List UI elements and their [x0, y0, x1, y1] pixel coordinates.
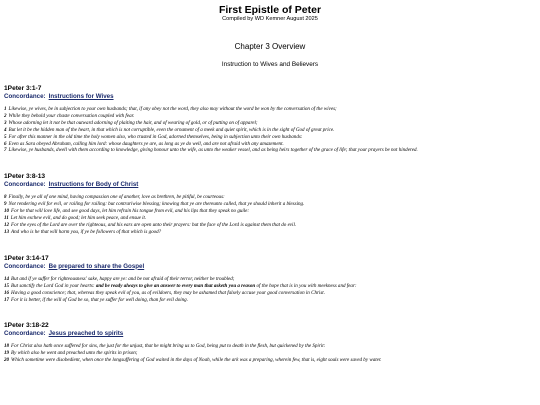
verse-number: 2: [4, 112, 7, 119]
concordance-label: Concordance:: [4, 93, 46, 100]
document-title: First Epistle of Peter: [218, 4, 322, 16]
verse-number: 15: [4, 282, 10, 289]
passage-section: [4, 173, 536, 235]
verse: [4, 297, 536, 304]
verse-text: While they behold your chaste conversation coupled with fear.: [8, 112, 135, 119]
verse-number: 14: [4, 275, 10, 282]
verse: [4, 134, 536, 141]
passage-section: [4, 322, 536, 364]
verse-emphasis: and be ready always to give an answer to every man that asketh you a reason: [95, 282, 256, 289]
verse-text: Whose adorning let it not be that outward adorning of plaiting the hair, and of wearing of gold, or of putting on of apparel;: [8, 119, 258, 126]
chapter-intro: Instruction to Wives and Believers: [221, 61, 319, 68]
verse-text: Even as Sara obeyed Abraham, calling him lord: whose daughters ye are, as long as ye do well, and are not afraid with any amazement.: [8, 140, 284, 147]
verse-text: Likewise, ye husbands, dwell with them according to knowledge, giving honour unto the wife, as unto the weaker vessel, and as being heirs together of the grace of life; that your prayers be not hindered.: [8, 147, 418, 154]
verse-number: 13: [4, 228, 10, 235]
concordance-link[interactable]: Be prepared to share the Gospel: [48, 262, 145, 270]
concordance-label: Concordance:: [4, 262, 46, 270]
verse-text: And who is he that will harm you, if ye be followers of that which is good?: [11, 228, 162, 235]
passage-reference: 1Peter 3:14-17: [4, 254, 49, 262]
verse-number: 19: [4, 350, 10, 357]
verse-number: 3: [4, 119, 7, 126]
verse: [4, 290, 536, 297]
verse-number: 16: [4, 289, 10, 296]
verse-number: 8: [4, 194, 7, 201]
verse: [4, 106, 536, 113]
verse: [4, 147, 536, 154]
verse-number: 5: [4, 133, 7, 140]
verse-text: Finally, be ye all of one mind, having compassion one of another, love as brethren, be pitiful, be courteous:: [8, 194, 225, 201]
concordance-line: [4, 263, 536, 270]
verse-number: 4: [4, 126, 7, 133]
verse-number: 12: [4, 221, 10, 228]
verse-text: But sanctify the Lord God in your hearts:: [11, 282, 96, 289]
concordance-link[interactable]: Instructions for Body of Christ: [48, 181, 139, 189]
document-subtitle: Compiled by WD Kemner August 2025: [222, 16, 318, 22]
verse-number: 11: [4, 215, 9, 222]
verse: [4, 276, 536, 283]
verse: [4, 357, 536, 364]
verse-text: By which also he went and preached unto the spirits in prison;: [11, 350, 138, 357]
verse-list: [4, 343, 536, 364]
concordance-line: [4, 93, 536, 100]
verse-number: 9: [4, 201, 7, 208]
verse: [4, 120, 536, 127]
verse-number: 7: [4, 147, 7, 154]
verse-text: Having a good conscience; that, whereas they speak evil of you, as of evildoers, they may be ashamed that falsely accuse your good conversation in Christ.: [11, 289, 325, 296]
verse: [4, 208, 536, 215]
verse: [4, 215, 536, 222]
verse-number: 20: [4, 357, 10, 364]
verse: [4, 113, 536, 120]
passage-reference: 1Peter 3:8-13: [4, 173, 46, 181]
verse-number: 18: [4, 343, 10, 350]
concordance-line: [4, 330, 536, 337]
verse-text: Let him eschew evil, and do good; let him seek peace, and ensue it.: [10, 215, 147, 222]
verse-number: 17: [4, 296, 10, 303]
verse-text: For the eyes of the Lord are over the righteous, and his ears are open unto their prayers: but the face of the Lord is against them that do evil.: [11, 221, 297, 228]
verse-text: Which sometime were disobedient, when once the longsuffering of God waited in the days of Noah, while the ark was a preparing, wherein few, that is, eight souls were saved by water.: [11, 357, 382, 364]
concordance-line: [4, 181, 536, 188]
verse-text: of the hope that is in you with meekness and fear:: [255, 282, 357, 289]
passage-reference: 1Peter 3:1-7: [4, 85, 42, 92]
verse-number: 10: [4, 208, 10, 215]
verse-list: [4, 106, 536, 154]
verse-text: Not rendering evil for evil, or railing for railing: but contrariwise blessing; knowing that ye are thereunto called, that ye should inherit a blessing.: [8, 201, 305, 208]
passage-reference: 1Peter 3:18-22: [4, 322, 49, 330]
verse-text: For after this manner in the old time the holy women also, who trusted in God, adorned themselves, being in subjection unto their own husbands:: [8, 133, 303, 140]
verse-text: For he that will love life, and see good days, let him refrain his tongue from evil, and his lips that they speak no guile:: [11, 208, 250, 215]
chapter-overview-heading: Chapter 3 Overview: [234, 42, 306, 51]
concordance-label: Concordance:: [4, 330, 46, 338]
verse-text: But let it be the hidden man of the heart, in that which is not corruptible, even the ornament of a meek and quiet spirit, which is in the sight of God of great price.: [8, 126, 335, 133]
verse-number: 1: [4, 106, 7, 112]
verse-number: 6: [4, 140, 7, 147]
verse-list: [4, 276, 536, 304]
verse-text: For it is better, if the will of God be so, that ye suffer for well doing, than for evil doing.: [11, 296, 188, 303]
concordance-link[interactable]: Instructions for Wives: [48, 93, 114, 100]
concordance-label: Concordance:: [4, 181, 46, 189]
verse: [4, 127, 536, 134]
verse: [4, 229, 536, 236]
passage-section: [4, 255, 536, 304]
verse-text: Likewise, ye wives, be in subjection to your own husbands; that, if any obey not the word, they also may without the word be won by the conversation of the wives;: [8, 106, 337, 112]
sections-container: [4, 85, 536, 364]
verse-text: For Christ also hath once suffered for sins, the just for the unjust, that he might bring us to God, being put to death in the flesh, but quickened by the Spirit:: [11, 343, 326, 350]
verse: [4, 343, 536, 350]
verse-text: But and if ye suffer for righteousness' sake, happy are ye: and be not afraid of their terror, neither be troubled;: [11, 275, 235, 282]
verse: [4, 222, 536, 229]
verse-list: [4, 194, 536, 235]
verse: [4, 283, 536, 290]
passage-section: [4, 85, 536, 154]
concordance-link[interactable]: Jesus preached to spirits: [48, 330, 124, 338]
